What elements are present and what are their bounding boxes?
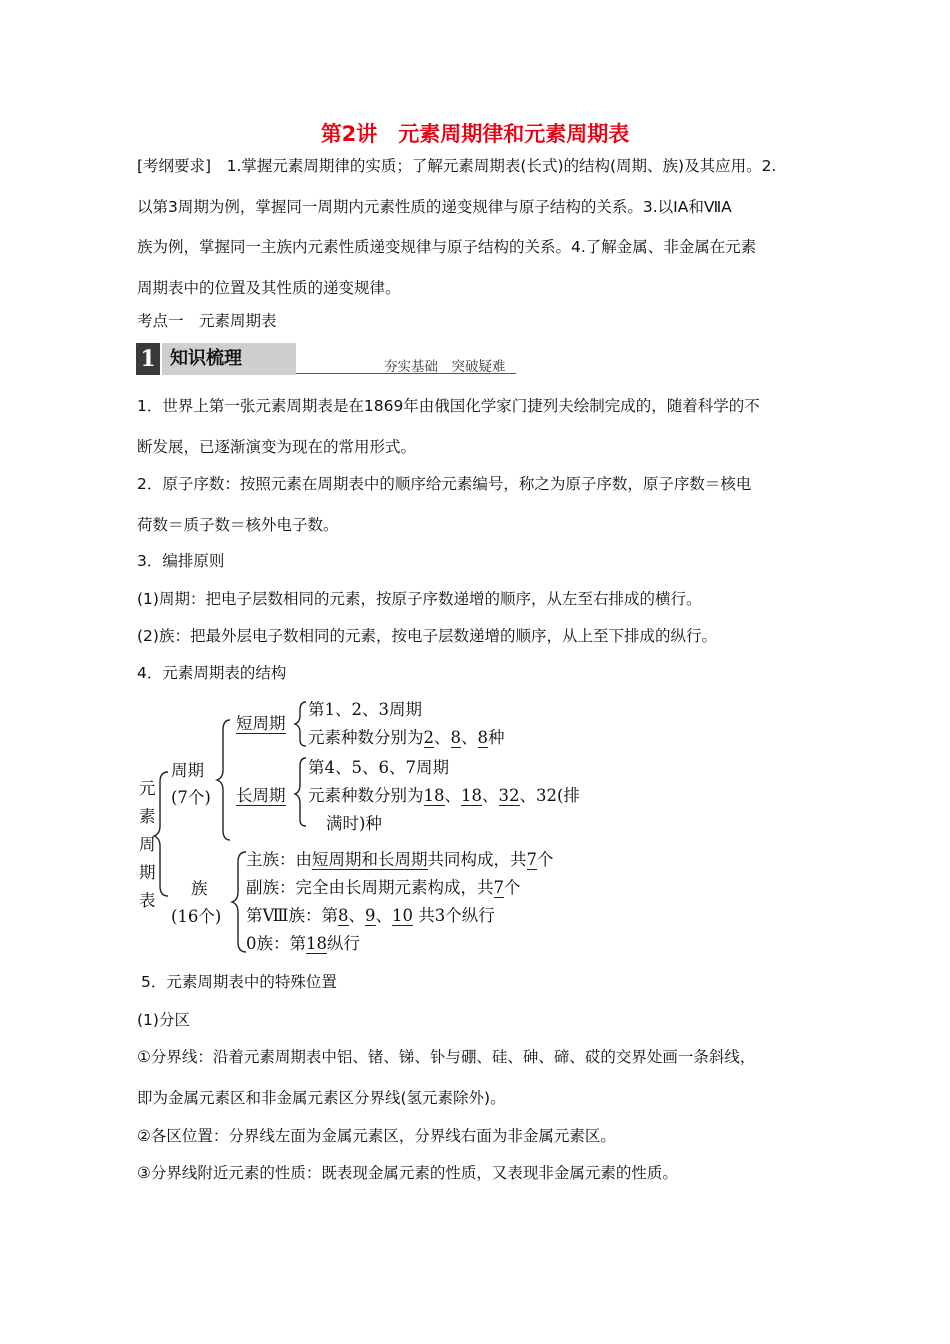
short-brace xyxy=(295,702,306,746)
short-period-label: 短周期 xyxy=(236,714,286,733)
paragraph: 即为金属元素区和非金属元素区分界线(氢元素除外)。 xyxy=(137,1089,506,1107)
long-period-counts: 元素种数分别为18、18、32、32(排 xyxy=(308,786,580,805)
group-0-line: 0族：第18纵行 xyxy=(246,934,360,953)
long-period-counts-cont: 满时)种 xyxy=(326,814,382,833)
long-period-label: 长周期 xyxy=(236,786,286,805)
banner-number: 1 xyxy=(136,343,160,375)
exam-req-line: 族为例，掌握同一主族内元素性质递变规律与原子结构的关系。4.了解金属、非金属在元素 xyxy=(137,238,757,256)
page-title: 第2讲 元素周期律和元素周期表 xyxy=(320,122,630,146)
paragraph: 3．编排原则 xyxy=(137,552,225,570)
root-char: 素 xyxy=(139,807,156,826)
paragraph: 5．元素周期表中的特殊位置 xyxy=(141,973,337,991)
main-group-line: 主族：由短周期和长周期共同构成，共7个 xyxy=(246,850,554,869)
paragraph: 4．元素周期表的结构 xyxy=(137,664,287,682)
paragraph: (1)周期：把电子层数相同的元素，按原子序数递增的顺序，从左至右排成的横行。 xyxy=(137,590,702,608)
root-char: 周 xyxy=(139,835,156,854)
sub-group-line: 副族：完全由长周期元素构成，共7个 xyxy=(246,878,521,897)
paragraph: 2．原子序数：按照元素在周期表中的顺序给元素编号，称之为原子序数，原子序数＝核电 xyxy=(137,475,752,493)
group-8-line: 第Ⅷ族：第8、9、10 共3个纵行 xyxy=(246,906,495,925)
exam-req-line: 以第3周期为例，掌握同一周期内元素性质的递变规律与原子结构的关系。3.以ⅠA和ⅦA xyxy=(137,197,732,216)
period-count: (7个) xyxy=(171,788,211,807)
exam-req-line: 周期表中的位置及其性质的递变规律。 xyxy=(137,278,401,297)
group-label: 族 xyxy=(191,879,208,898)
long-brace xyxy=(295,758,306,826)
paragraph: ③分界线附近元素的性质：既表现金属元素的性质，又表现非金属元素的性质。 xyxy=(137,1164,678,1182)
banner-title: 知识梳理 xyxy=(162,343,296,375)
group-brace xyxy=(232,852,246,952)
root-brace xyxy=(154,772,168,896)
paragraph: ②各区位置：分界线左面为金属元素区，分界线右面为非金属元素区。 xyxy=(137,1127,616,1145)
period-brace xyxy=(217,720,230,840)
exam-req-label: [考纲要求] xyxy=(137,157,212,175)
period-label: 周期 xyxy=(171,761,204,780)
long-period-line: 第4、5、6、7周期 xyxy=(308,758,449,777)
paragraph: 荷数＝质子数＝核外电子数。 xyxy=(137,516,339,534)
banner-subtitle: 夯实基础 突破疑难 xyxy=(384,359,506,375)
root-char: 表 xyxy=(139,891,156,910)
section-heading: 考点一 元素周期表 xyxy=(137,312,277,330)
paragraph: (1)分区 xyxy=(137,1011,190,1029)
paragraph: 断发展，已逐渐演变为现在的常用形式。 xyxy=(137,438,417,456)
group-count: (16个) xyxy=(171,907,222,926)
exam-req-line: 1.掌握元素周期律的实质；了解元素周期表(长式)的结构(周期、族)及其应用。2. xyxy=(226,157,777,175)
paragraph: (2)族：把最外层电子数相同的元素，按电子层数递增的顺序，从上至下排成的纵行。 xyxy=(137,627,717,645)
short-period-line: 第1、2、3周期 xyxy=(308,700,422,719)
short-period-counts: 元素种数分别为2、8、8种 xyxy=(308,728,505,747)
paragraph: 1．世界上第一张元素周期表是在1869年由俄国化学家门捷列夫绘制完成的，随着科学的不 xyxy=(137,397,760,415)
root-char: 元 xyxy=(139,779,156,798)
paragraph: ①分界线：沿着元素周期表中铝、锗、锑、钋与硼、硅、砷、碲、砹的交界处画一条斜线， xyxy=(137,1048,756,1066)
root-char: 期 xyxy=(139,863,156,882)
